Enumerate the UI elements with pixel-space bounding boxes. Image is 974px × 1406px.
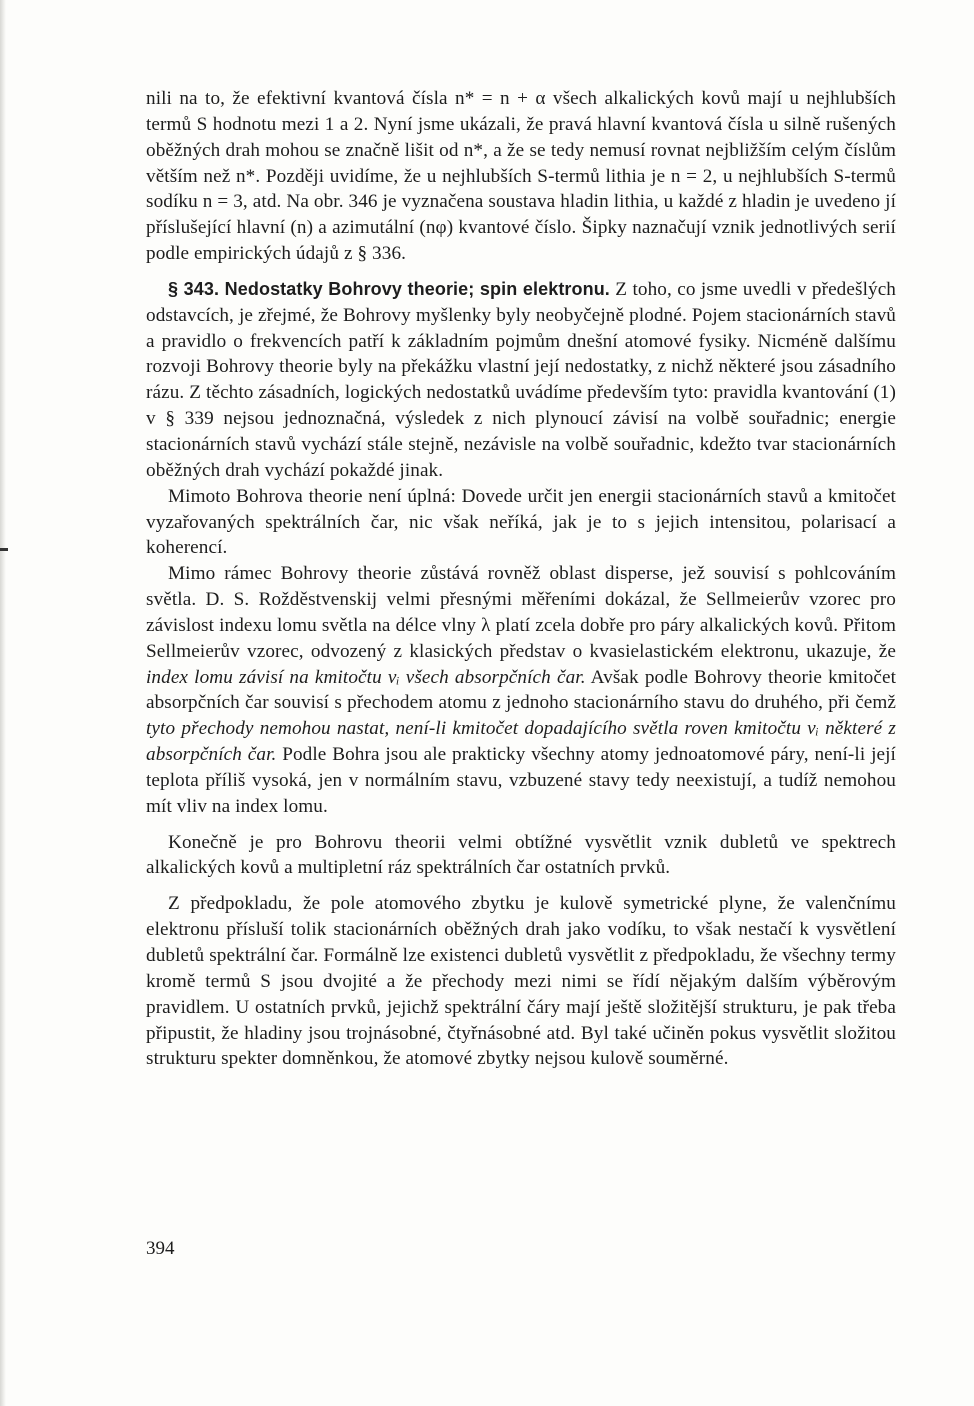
paragraph-5: Konečně je pro Bohrovu theorii velmi obtížné vysvětlit vznik dubletů ve spektrech alkalických kovů a multipletní ráz spektrálních čar ostatních prvků. xyxy=(146,831,896,879)
paragraph-1: nili na to, že efektivní kvantová čísla n* = n + α všech alkalických kovů mají u nejhlubších termů S hodnotu mezi 1 a 2. Nyní jsme ukázali, že pravá hlavní kvantová čísla u silně rušených oběžných drah mohou se značně lišit od n*, a že se tedy nemusí rovnat nejbližším celým číslům větším než n*. Později uvidíme, že u nejhlubších S-termů lithia je n = 2, u nejhlubších S-termů sodíku n = 3, atd. Na obr. 346 je vyznačena soustava hladin lithia, u každé z hladin je uvedeno jí příslušející hlavní (n) a azimutální (nφ) kvantové číslo. Šipky naznačují vznik jednotlivých serií podle empirických údajů z § 336. xyxy=(146,88,896,265)
paragraph-4-text-c: Podle Bohra jsou ale prakticky všechny atomy jednoatomové páry, není-li její teplota příliš vysoká, jen v normálním stavu, vzbuzené stavy tedy neexistují, a tudíž nemohou mít vliv na index lomu. xyxy=(146,744,896,817)
paragraph-2-text: Z toho, co jsme uvedli v předešlých odstavcích, je zřejmé, že Bohrovy myšlenky byly neobyčejně plodné. Pojem stacionárních stavů a pravidlo o frekvencích patří k základním pojmům dnešní atomové fysiky. Nicméně dalšímu rozvoji Bohrovy theorie byly na překážku vlastní její nedostatky, z nichž některé jsou zásadního rázu. Z těchto zásadních, logických nedostatků uvádíme především tyto: pravidla kvantování (1) v § 339 nejsou jednoznačná, výsledek z nich plynoucí závisí na volbě souřadnic; energie stacionárních stavů vychází stále stejně, nezávisle na volbě souřadnic, kdežto tvar stacionárních oběžných drah vychází pokaždé jinak. xyxy=(146,278,896,481)
paragraph-4-text-b: Avšak podle Bohrovy theorie kmitočet absorpčních čar souvisí s přechodem atomu z jednoho stacionárního stavu do druhého, při čemž xyxy=(146,666,897,714)
margin-mark xyxy=(0,548,8,551)
body-text xyxy=(146,86,896,1072)
paragraph-6: Z předpokladu, že pole atomového zbytku je kulově symetrické plyne, že valenčnímu elektronu přísluší tolik stacionárních oběžných drah jako vodíku, to však nestačí k vysvětlení dubletů spektrální čar. Formálně lze existenci dubletů vysvětlit z předpokladu, že všechny termy kromě termů S jsou dvojité a že přechody mezi nimi se řídí nějakým dalším výběrovým pravidlem. U ostatních prvků, jejichž spektrální čáry mají ještě složitější strukturu, je pak třeba připustit, že hladiny jsou trojnásobné, čtyřnásobné atd. Byl také učiněn pokus vysvětlit složitou strukturu spekter domněnkou, že atomové zbytky nejsou kulově souměrné. xyxy=(146,893,896,1070)
scan-edge-shadow xyxy=(0,0,6,1406)
section-heading: § 343. Nedostatky Bohrovy theorie; spin elektronu. xyxy=(168,278,610,299)
paragraph-4 xyxy=(146,561,896,819)
paragraph-4-italic-a: index lomu závisí na kmitočtu νᵢ všech absorpčních čar. xyxy=(146,666,586,688)
paragraph-2 xyxy=(146,277,896,484)
paragraph-4-text-a: Mimo rámec Bohrovy theorie zůstává rovněž oblast disperse, jež souvisí s pohlcováním světla. D. S. Rožděstvenskij velmi přesnými měřeními dokázal, že Sellmeierův vzorec pro závislost indexu lomu světla na délce vlny λ platí zcela dobře pro páry alkalických kovů. Přitom Sellmeierův vzorec, odvozený z klasických představ o kvasielastickém elektronu, ukazuje, že xyxy=(146,563,896,662)
paragraph-3: Mimoto Bohrova theorie není úplná: Dovede určit jen energii stacionárních stavů a kmitočet vyzařovaných spektrálních čar, nic však neříká, jak je to s jejich intensitou, polarisací a koherencí. xyxy=(146,485,896,559)
paragraph-4-italic-b: tyto přechody nemohou nastat, není-li kmitočet dopadajícího světla roven kmitočtu νᵢ některé z absorpčních čar. xyxy=(146,718,896,766)
page-number: 394 xyxy=(146,1238,175,1259)
